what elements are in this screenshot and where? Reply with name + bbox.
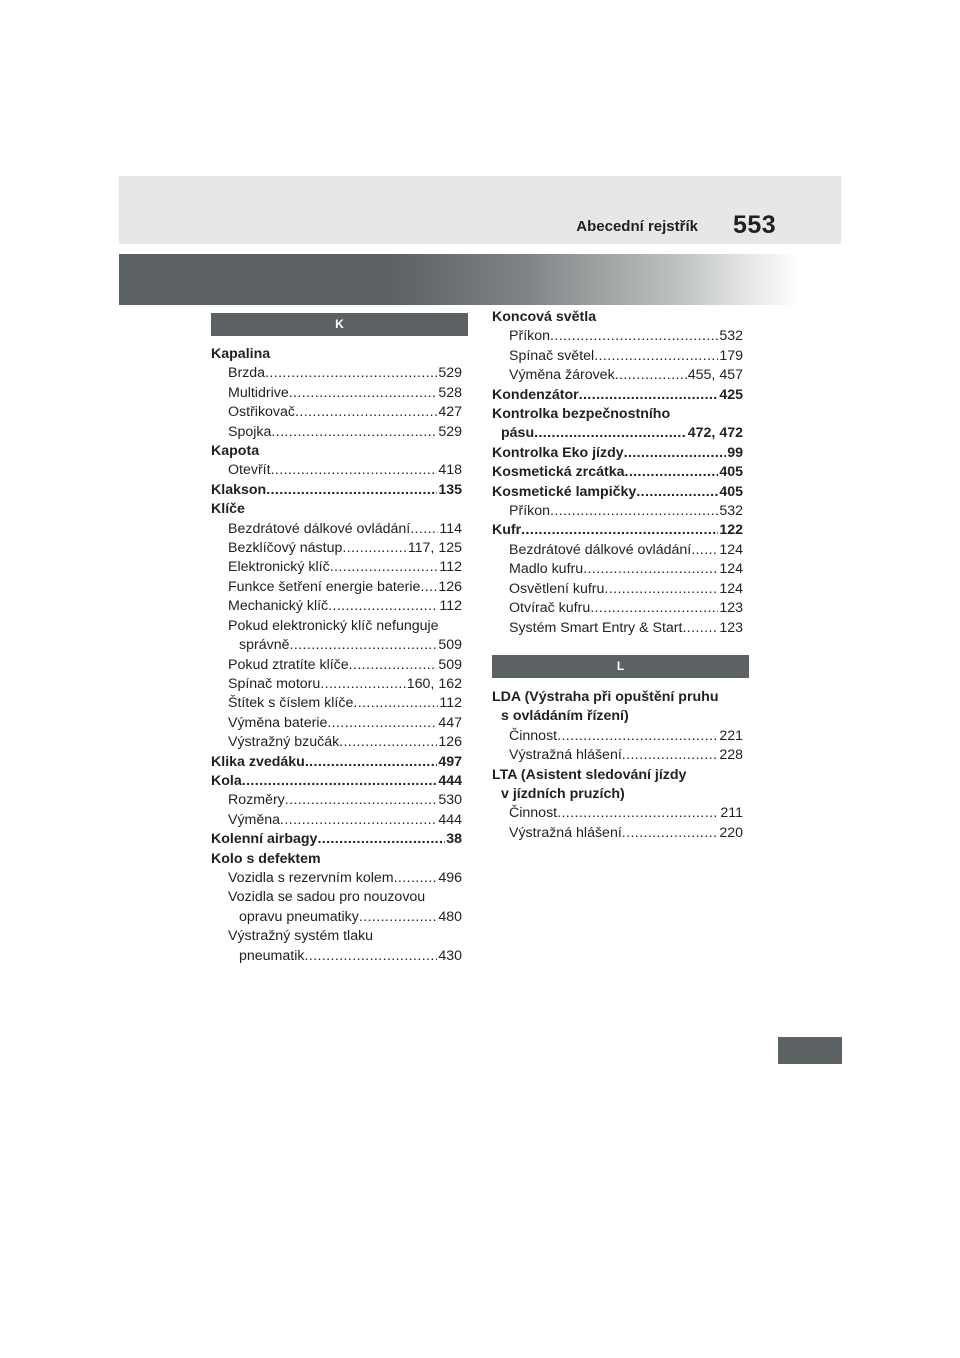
index-subentry [211, 364, 462, 383]
leader-dots [557, 804, 719, 823]
entry-label: Madlo kufru [509, 561, 584, 578]
page-ref: 38 [446, 831, 462, 848]
page-ref: 114 [439, 520, 462, 537]
index-subentry-line: Vozidla se sadou pro nouzovou [228, 889, 426, 906]
index-heading-continuation: s ovládáním řízení) [501, 708, 629, 725]
page-ref: 532 [719, 503, 743, 520]
index-entry [492, 386, 743, 405]
index-subentry [211, 403, 462, 422]
page-ref: 122 [719, 522, 743, 539]
leader-dots [624, 444, 727, 463]
entry-label: Činnost [509, 805, 558, 822]
page-ref: 480 [438, 908, 462, 925]
page-ref: 497 [438, 753, 462, 770]
page-ref: 532 [719, 328, 743, 345]
entry-label: Kontrolka Eko jízdy [492, 444, 624, 461]
entry-label: Multidrive [228, 384, 289, 401]
leader-dots [521, 521, 718, 540]
leader-dots [625, 463, 719, 482]
entry-label: Bezdrátové dálkové ovládání [228, 520, 411, 537]
leader-dots [242, 772, 438, 791]
leader-dots [266, 481, 437, 500]
entry-label: Vozidla s rezervním kolem [228, 869, 394, 886]
entry-label: pneumatik [239, 947, 305, 964]
page-ref: 123 [719, 619, 743, 636]
entry-label: Brzda [228, 365, 266, 382]
page-ref: 221 [719, 727, 743, 744]
index-heading: Kapota [211, 443, 260, 460]
page-ref: 418 [438, 462, 462, 479]
entry-label: Výměna baterie [228, 714, 328, 731]
page-ref: 447 [438, 714, 462, 731]
leader-dots [353, 694, 438, 713]
entry-label: Činnost [509, 727, 558, 744]
index-subentry [211, 869, 462, 888]
index-subentry [492, 804, 743, 823]
entry-label: Kondenzátor [492, 386, 579, 403]
index-subentry-line: Pokud elektronický klíč nefunguje [228, 617, 439, 634]
index-entry [211, 772, 462, 791]
entry-label: Bezklíčový nástup [228, 540, 343, 557]
entry-label: Kola [211, 772, 242, 789]
leader-dots [271, 461, 438, 480]
leader-dots [682, 619, 718, 638]
index-subentry [211, 597, 462, 616]
index-subentry [492, 580, 743, 599]
index-subentry [211, 578, 462, 597]
leader-dots [280, 811, 437, 830]
page-ref: 126 [438, 734, 462, 751]
leader-dots [583, 560, 718, 579]
index-heading-continuation: v jízdních pruzích) [501, 785, 625, 802]
page-ref: 509 [438, 637, 462, 654]
page-ref: 529 [438, 365, 462, 382]
page-ref: 135 [438, 481, 462, 498]
leader-dots [320, 675, 405, 694]
leader-dots [285, 791, 438, 810]
index-heading: Kontrolka bezpečnostního [492, 406, 671, 423]
leader-dots [328, 597, 438, 616]
index-subentry [211, 636, 462, 655]
page-ref: 179 [719, 347, 743, 364]
index-entry [492, 483, 743, 502]
entry-label: Funkce šetření energie baterie [228, 578, 421, 595]
leader-dots [594, 347, 718, 366]
page-ref: 496 [438, 869, 462, 886]
index-subentry [211, 791, 462, 810]
entry-label: Ostřikovač [228, 404, 296, 421]
entry-label: Výstražný bzučák [228, 734, 340, 751]
page-ref: 427 [438, 404, 462, 421]
entry-label: Příkon [509, 328, 551, 345]
index-subentry [211, 811, 462, 830]
index-subentry [492, 541, 743, 560]
leader-dots [534, 424, 687, 443]
index-subentry [492, 560, 743, 579]
page-ref: 124 [719, 561, 743, 578]
entry-label: správně [239, 637, 290, 654]
page-ref: 126 [438, 578, 462, 595]
page-ref: 124 [719, 580, 743, 597]
entry-label: Otevřít [228, 462, 271, 479]
index-subentry [211, 520, 462, 539]
entry-label: Osvětlení kufru [509, 580, 605, 597]
header-gradient-bar [119, 254, 799, 305]
index-subentry [211, 908, 462, 927]
page-ref: 160, 162 [406, 675, 462, 692]
entry-label: Spínač světel [509, 347, 595, 364]
index-column-left [211, 313, 462, 966]
index-subentry [492, 727, 743, 746]
entry-label: Spojka [228, 423, 272, 440]
index-entry [211, 753, 462, 772]
leader-dots [579, 386, 719, 405]
index-heading: LDA (Výstraha při opuštění pruhu [492, 688, 719, 705]
page-ref: 509 [438, 656, 462, 673]
leader-dots [622, 824, 719, 843]
leader-dots [349, 656, 438, 675]
page-ref: 472, 472 [687, 425, 743, 442]
leader-dots [359, 908, 437, 927]
index-heading: Klíče [211, 501, 245, 518]
page-ref: 405 [719, 483, 743, 500]
index-subentry [492, 824, 743, 843]
page-ref: 123 [719, 600, 743, 617]
index-entry [211, 481, 462, 500]
chapter-side-tab [778, 1037, 842, 1064]
index-subentry [211, 558, 462, 577]
section-title: Abecední rejstřík [576, 218, 698, 235]
index-subentry [492, 502, 743, 521]
page-ref: 528 [438, 384, 462, 401]
page-ref: 211 [720, 805, 743, 822]
index-heading: Koncová světla [492, 309, 597, 325]
leader-dots [339, 733, 437, 752]
page-number: 553 [733, 211, 777, 239]
page-ref: 444 [438, 772, 462, 789]
page-ref: 530 [438, 792, 462, 809]
entry-label: Kosmetická zrcátka [492, 464, 625, 481]
leader-dots [557, 727, 718, 746]
page-ref: 455, 457 [687, 367, 743, 384]
page-ref: 405 [719, 464, 743, 481]
index-heading: LTA (Asistent sledování jízdy [492, 766, 687, 783]
index-subentry [211, 694, 462, 713]
index-entry [492, 444, 743, 463]
leader-dots [265, 364, 437, 383]
page-ref: 430 [438, 947, 462, 964]
page-ref: 529 [438, 423, 462, 440]
page-ref: 112 [439, 598, 462, 615]
entry-label: Bezdrátové dálkové ovládání [509, 541, 692, 558]
index-entry [211, 830, 462, 849]
index-subentry [211, 384, 462, 403]
page-ref: 117, 125 [407, 540, 462, 557]
page-ref: 228 [719, 747, 743, 764]
entry-label: Štítek s číslem klíče [228, 695, 354, 712]
leader-dots [410, 520, 438, 539]
leader-dots [420, 578, 437, 597]
index-subentry [211, 423, 462, 442]
index-entry [492, 424, 743, 443]
index-subentry [211, 947, 462, 966]
letter-heading-l: L [492, 655, 749, 678]
index-heading: Kapalina [211, 346, 271, 362]
entry-label: Příkon [509, 503, 551, 520]
leader-dots [550, 502, 718, 521]
entry-label: opravu pneumatiky [239, 908, 359, 925]
entry-label: pásu [501, 425, 535, 442]
leader-dots [636, 483, 718, 502]
index-subentry [492, 347, 743, 366]
index-subentry [211, 733, 462, 752]
page-ref: 99 [727, 444, 743, 461]
entry-label: Otvírač kufru [509, 600, 591, 617]
leader-dots [550, 327, 718, 346]
leader-dots [295, 403, 437, 422]
index-subentry [492, 619, 743, 638]
index-entry [492, 463, 743, 482]
entry-label: Klika zvedáku [211, 753, 305, 770]
leader-dots [622, 746, 719, 765]
leader-dots [394, 869, 438, 888]
index-entry [492, 521, 743, 540]
index-subentry [211, 539, 462, 558]
entry-label: Elektronický klíč [228, 559, 330, 576]
entry-label: Spínač motoru [228, 675, 321, 692]
entry-label: Výstražná hlášení [509, 824, 622, 841]
entry-label: Rozměry [228, 792, 285, 809]
page-ref: 124 [719, 541, 743, 558]
index-subentry [211, 675, 462, 694]
leader-dots [271, 423, 437, 442]
page-ref: 444 [438, 811, 462, 828]
index-heading: Kolo s defektem [211, 850, 321, 867]
entry-label: Pokud ztratíte klíče [228, 656, 349, 673]
index-subentry [492, 327, 743, 346]
entry-label: Výměna žárovek [509, 367, 615, 384]
leader-dots [604, 580, 718, 599]
page-ref: 425 [719, 386, 743, 403]
index-subentry [492, 746, 743, 765]
leader-dots [289, 384, 438, 403]
page-ref: 220 [719, 824, 743, 841]
leader-dots [691, 541, 718, 560]
leader-dots [317, 830, 445, 849]
index-subentry [492, 366, 743, 385]
index-column-right [492, 308, 743, 843]
index-subentry [211, 656, 462, 675]
index-subentry [492, 599, 743, 618]
page-ref: 112 [439, 695, 462, 712]
index-subentry [211, 461, 462, 480]
entry-label: Klakson [211, 481, 267, 498]
entry-label: Kufr [492, 522, 522, 539]
leader-dots [590, 599, 718, 618]
entry-label: Kolenní airbagy [211, 831, 318, 848]
letter-heading-k: K [211, 313, 468, 336]
index-subentry [211, 714, 462, 733]
entry-label: Výměna [228, 811, 281, 828]
leader-dots [327, 714, 437, 733]
leader-dots [342, 539, 406, 558]
index-subentry-line: Výstražný systém tlaku [228, 928, 374, 945]
entry-label: Kosmetické lampičky [492, 483, 637, 500]
leader-dots [304, 947, 437, 966]
leader-dots [615, 366, 687, 385]
leader-dots [305, 753, 437, 772]
leader-dots [330, 558, 439, 577]
entry-label: Výstražná hlášení [509, 747, 622, 764]
page-ref: 112 [439, 559, 462, 576]
entry-label: Systém Smart Entry & Start [509, 619, 683, 636]
leader-dots [289, 636, 437, 655]
entry-label: Mechanický klíč [228, 598, 329, 615]
